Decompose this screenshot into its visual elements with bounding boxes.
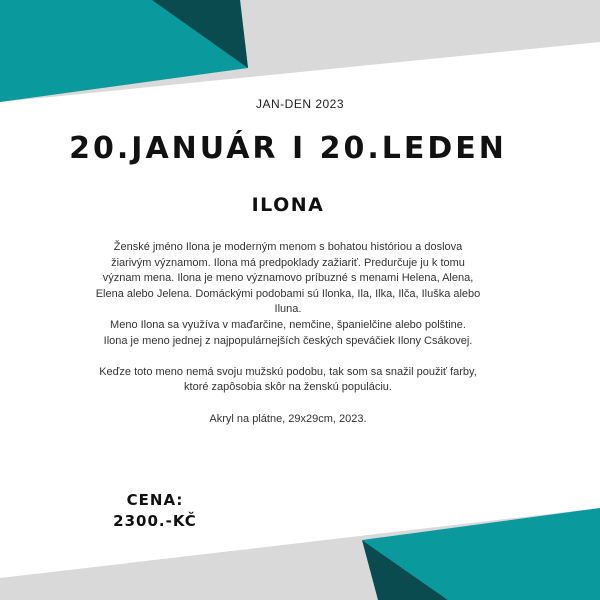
description-line: Meno Ilona sa využíva v maďarčine, nemčine, španielčine alebo polštine. [110,318,466,331]
description-line: Ilona je meno jednej z najpopulárnejších českých speváčiek Ilony Csákovej. [103,334,473,347]
description [60,240,516,427]
series-label: JAN-DEN 2023 [255,97,345,111]
description-line: Iluna. [274,303,302,316]
page-title: 20.JANUÁR I 20.LEDEN [69,131,507,166]
price-value: 2300.-KČ [113,512,197,530]
description-line: význam mena. Ilona je meno významovo príbuzné s menami Helena, Alena, [102,272,474,285]
paragraph-gap [60,396,516,412]
price-block [100,490,210,532]
paragraph-gap [60,349,516,365]
name-heading: ILONA [251,194,325,216]
medium-line: Akryl na plátne, 29x29cm, 2023. [209,412,367,425]
description-line: Ženské jméno Ilona je moderným menom s bohatou históriou a doslova [113,241,463,253]
description-line: Keďze toto meno nemá svoju mužskú podobu, tak som sa snažil použiť farby, [99,365,477,378]
description-line: žiarivým významom. Ilona má predpoklady zažiariť. Predurčuje ju k tomu [111,256,465,269]
description-line: ktoré zapôsobia skôr na ženskú populáciu. [184,381,392,394]
description-line: Elena alebo Jelena. Domáckými podobami sú Ilonka, Ila, Ilka, Ilča, Iluška alebo [95,287,481,300]
price-label: CENA: [126,491,184,509]
